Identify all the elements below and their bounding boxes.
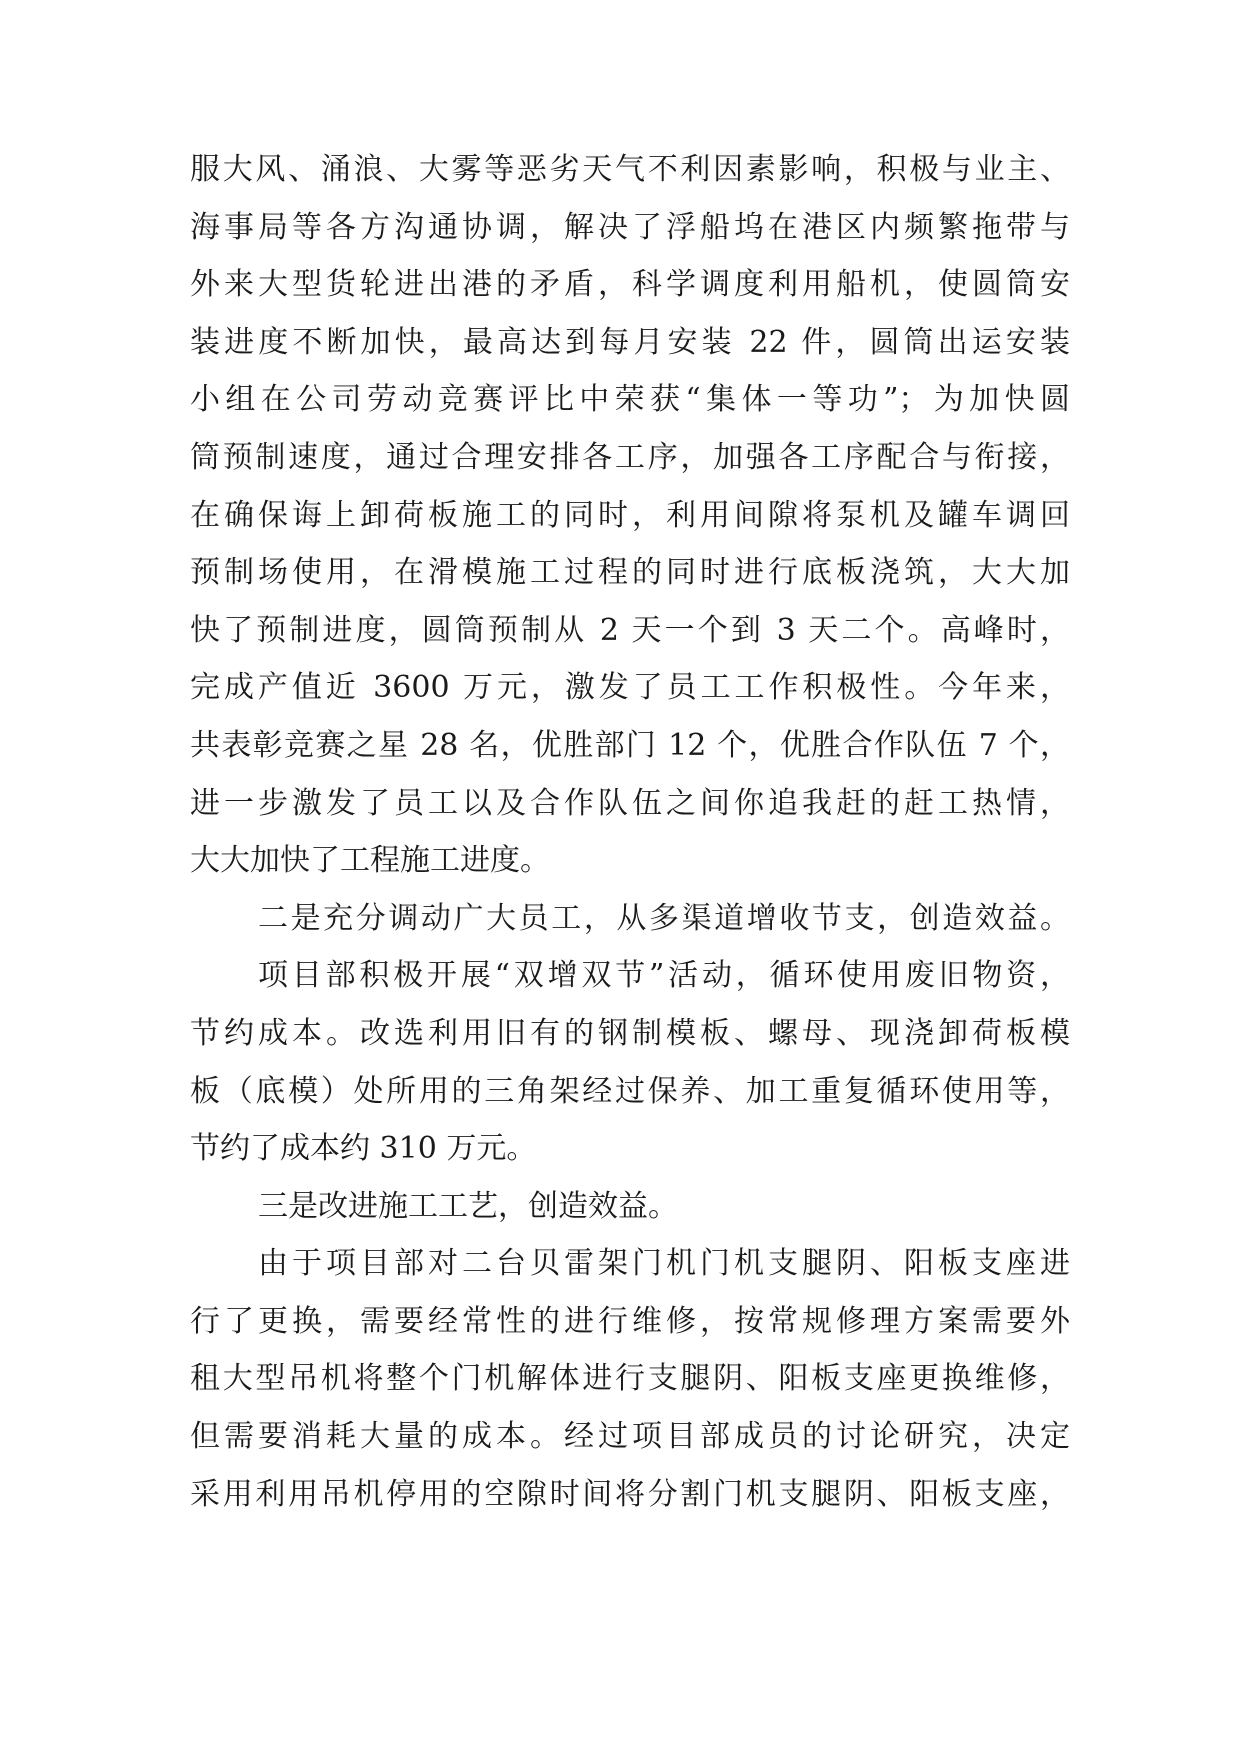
text-line: 海事局等各方沟通协调，解决了浮船坞在港区内频繁拖带与 xyxy=(190,209,1070,245)
text-line: 预制场使用，在滑模施工过程的同时进行底板浇筑，大大加 xyxy=(190,555,1070,591)
text-line: 项目部积极开展“双增双节”活动，循环使用废旧物资， xyxy=(258,958,1070,994)
text-line: 二是充分调动广大员工，从多渠道增收节支，创造效益。 xyxy=(258,900,1070,936)
document-body xyxy=(190,141,1070,1523)
text-line: 共表彰竞赛之星 28 名，优胜部门 12 个，优胜合作队伍 7 个， xyxy=(190,727,1070,763)
text-line: 筒预制速度，通过合理安排各工序，加强各工序配合与衔接， xyxy=(190,439,1070,475)
text-line: 节约成本。改选利用旧有的钢制模板、螺母、现浇卸荷板模 xyxy=(190,1015,1070,1051)
text-line: 三是改进施工工艺，创造效益。 xyxy=(258,1188,678,1224)
text-line: 大大加快了工程施工进度。 xyxy=(190,843,550,879)
text-line: 节约了成本约 310 万元。 xyxy=(190,1131,537,1167)
text-line: 装进度不断加快，最高达到每月安装 22 件，圆筒出运安装 xyxy=(190,324,1070,360)
text-line: 板（底模）处所用的三角架经过保养、加工重复循环使用等， xyxy=(190,1073,1070,1109)
text-line: 快了预制进度，圆筒预制从 2 天一个到 3 天二个。高峰时， xyxy=(190,612,1070,648)
text-line: 由于项目部对二台贝雷架门机门机支腿阴、阳板支座进 xyxy=(258,1246,1070,1282)
text-line: 完成产值近 3600 万元，激发了员工工作积极性。今年来， xyxy=(190,670,1070,706)
text-line: 进一步激发了员工以及合作队伍之间你追我赶的赶工热情， xyxy=(190,785,1070,821)
text-line: 外来大型货轮进出港的矛盾，科学调度利用船机，使圆筒安 xyxy=(190,267,1070,303)
text-line: 行了更换，需要经常性的进行维修，按常规修理方案需要外 xyxy=(190,1303,1070,1339)
text-line: 但需要消耗大量的成本。经过项目部成员的讨论研究，决定 xyxy=(190,1419,1070,1455)
text-line: 租大型吊机将整个门机解体进行支腿阴、阳板支座更换维修， xyxy=(190,1361,1070,1397)
text-line: 小组在公司劳动竞赛评比中荣获“集体一等功”；为加快圆 xyxy=(190,382,1070,418)
text-line: 服大风、涌浪、大雾等恶劣天气不利因素影响，积极与业主、 xyxy=(190,152,1070,187)
text-line: 在确保诲上卸荷板施工的同时，利用间隙将泵机及罐车调回 xyxy=(190,497,1070,533)
text-line: 采用利用吊机停用的空隙时间将分割门机支腿阴、阳板支座， xyxy=(190,1476,1070,1512)
